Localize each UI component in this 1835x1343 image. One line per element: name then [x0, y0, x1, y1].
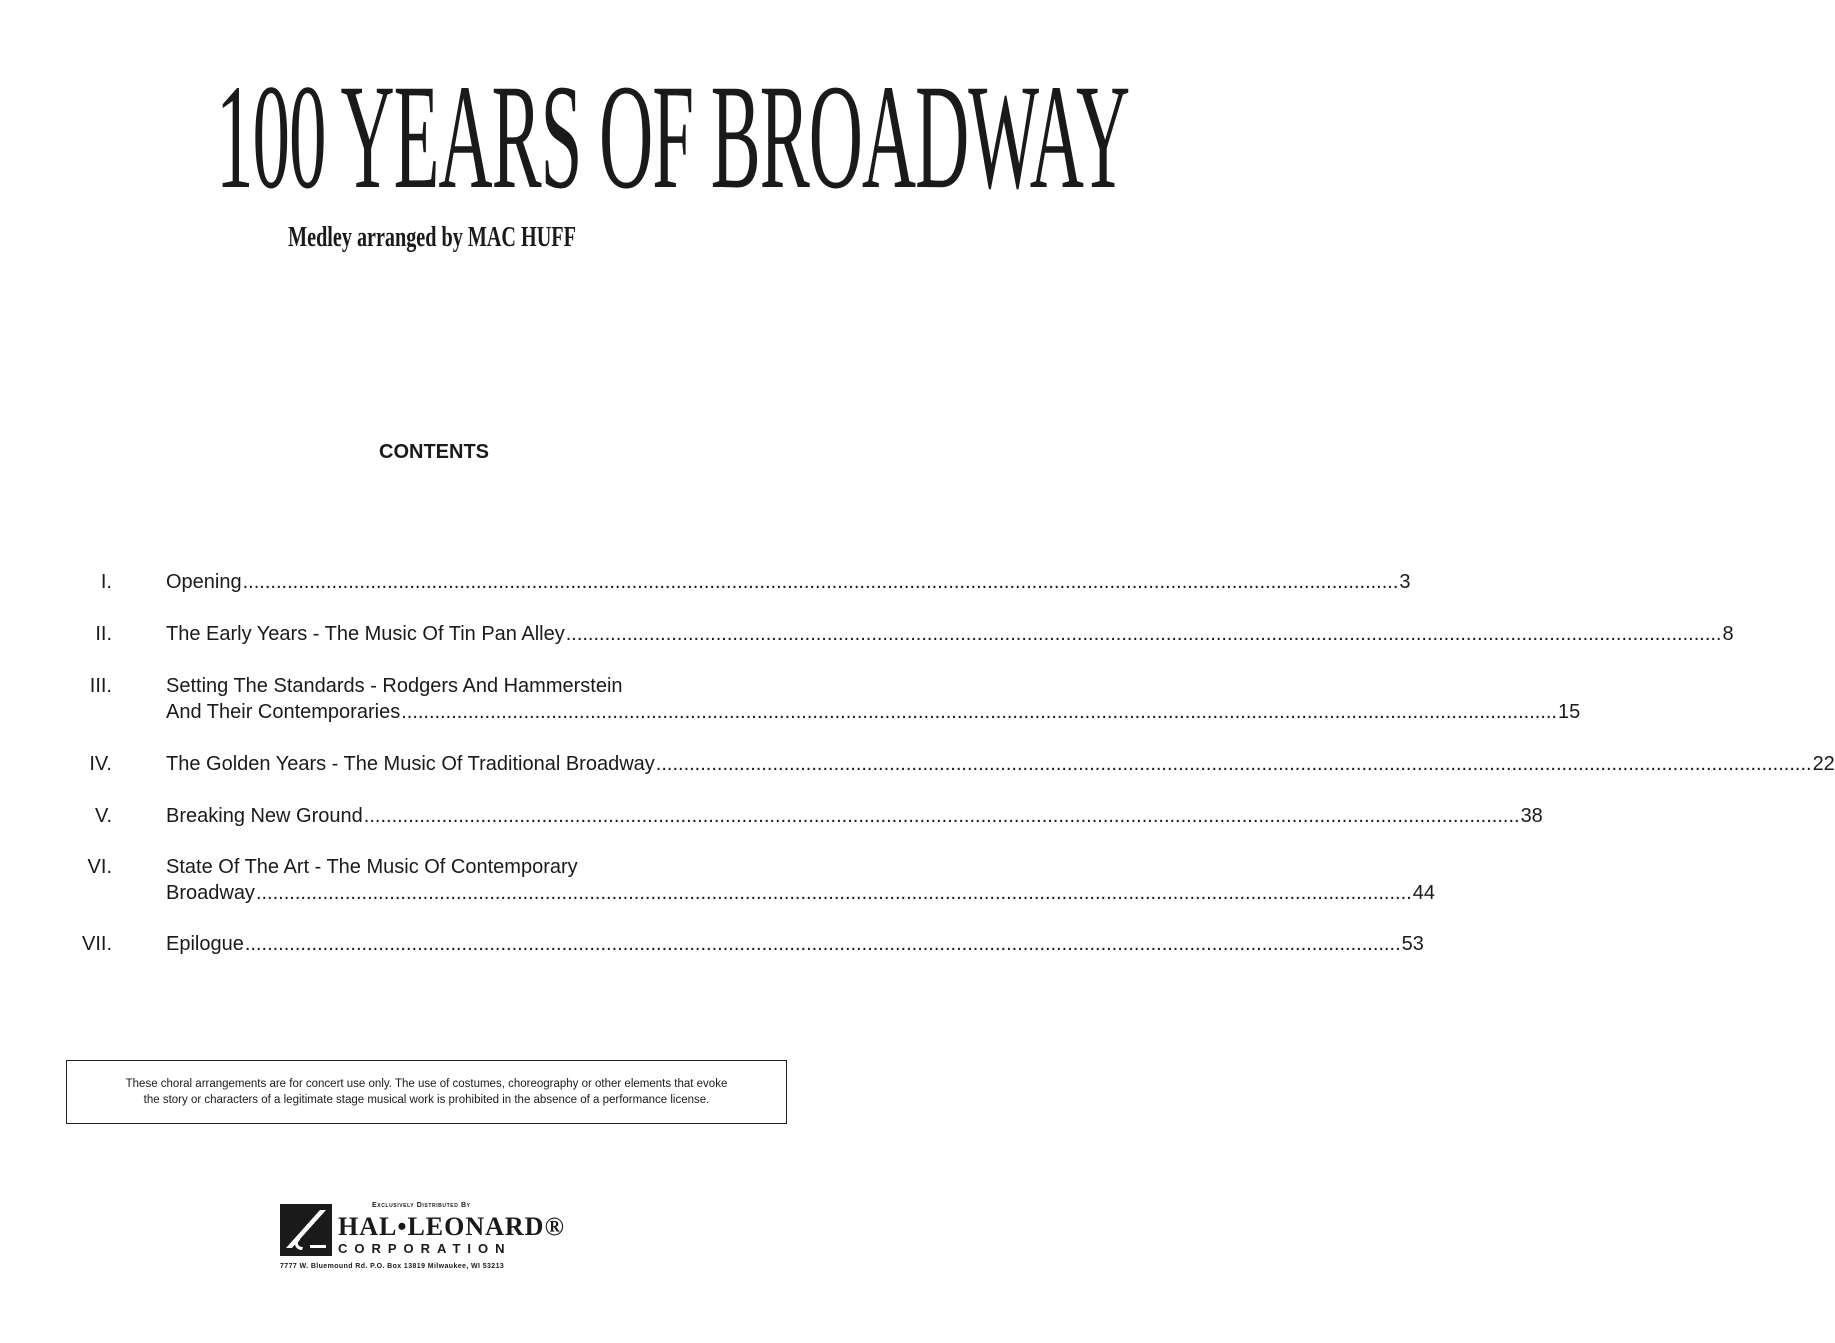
toc-numeral: VI. — [87, 856, 112, 878]
toc-title-continued: Broadway — [166, 882, 255, 904]
toc-page-number: 38 — [1520, 805, 1543, 827]
toc-page-number: 44 — [1412, 882, 1435, 904]
toc-numeral: VII. — [81, 933, 112, 955]
hal-leonard-logo-icon — [280, 1204, 332, 1256]
publisher-logo — [280, 1200, 580, 1280]
toc-title: State Of The Art - The Music Of Contemporary — [166, 856, 578, 878]
dot-leader — [245, 931, 1401, 957]
publisher-name: HAL•LEONARD® — [338, 1212, 565, 1241]
toc-page-number: 8 — [1722, 623, 1734, 645]
notice-line-2: the story or characters of a legitimate stage musical work is prohibited in the absence of a performance license. — [143, 1094, 710, 1106]
toc-page-number: 15 — [1557, 701, 1581, 723]
toc-numeral: III. — [89, 675, 112, 697]
distributed-by-label: Exclusively Distributed By — [372, 1202, 471, 1209]
dot-leader — [364, 803, 1520, 829]
publisher-corporation: CORPORATION — [338, 1241, 512, 1256]
toc-title: Breaking New Ground — [166, 805, 363, 827]
title: 100 YEARS OF BROADWAY — [216, 54, 1130, 220]
dot-leader — [256, 880, 1412, 906]
toc-page-number: 22 — [1812, 753, 1835, 775]
contents-heading: CONTENTS — [379, 441, 489, 463]
dot-leader — [656, 751, 1812, 777]
subtitle: Medley arranged by MAC HUFF — [288, 222, 576, 253]
toc-title: The Golden Years - The Music Of Traditional Broadway — [166, 753, 655, 775]
toc-title: Epilogue — [166, 933, 244, 955]
toc-numeral: II. — [95, 623, 112, 645]
dot-leader — [401, 699, 1557, 725]
toc-title: Opening — [166, 571, 242, 593]
toc-title: The Early Years - The Music Of Tin Pan Alley — [166, 623, 565, 645]
dot-leader — [566, 621, 1722, 647]
toc-title-continued: And Their Contemporaries — [166, 701, 401, 723]
toc-numeral: I. — [100, 571, 112, 593]
dot-leader — [243, 569, 1399, 595]
toc-numeral: V. — [94, 805, 112, 827]
toc-numeral: IV. — [89, 753, 112, 775]
publisher-address: 7777 W. Bluemound Rd. P.O. Box 13819 Milwaukee, WI 53213 — [280, 1263, 505, 1270]
notice-line-1: These choral arrangements are for concert use only. The use of costumes, choreography or other elements that evoke — [125, 1078, 728, 1090]
toc-page-number: 3 — [1399, 571, 1411, 593]
performance-notice-box — [66, 1060, 787, 1124]
toc-title: Setting The Standards - Rodgers And Hammerstein — [166, 675, 623, 697]
toc-page-number: 53 — [1401, 933, 1424, 955]
